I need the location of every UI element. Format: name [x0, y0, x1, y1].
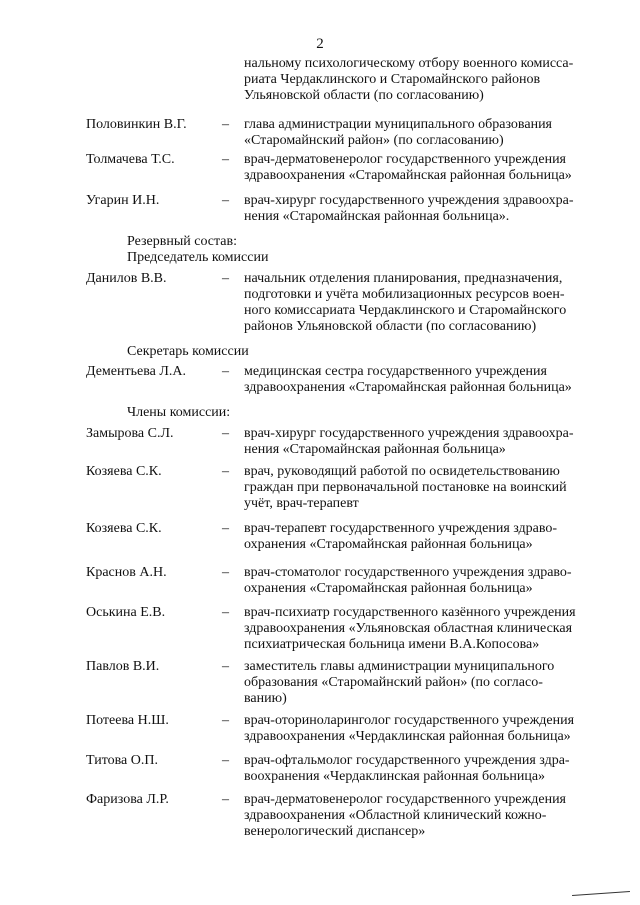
text-line: риата Чердаклинского и Старомайнского районов	[244, 72, 541, 87]
member-role	[244, 659, 612, 707]
member-name: Павлов В.И.	[86, 659, 160, 674]
member-name: Титова О.П.	[86, 753, 158, 768]
text-line: образования «Старомайнский район» (по согласо-	[244, 675, 543, 690]
dash: –	[222, 117, 229, 132]
members-heading: Члены комиссии:	[127, 405, 231, 420]
member-role	[244, 605, 612, 653]
text-line: венерологический диспансер»	[244, 824, 426, 839]
member-role	[244, 565, 612, 597]
member-name: Краснов А.Н.	[86, 565, 167, 580]
member-name: Дементьева Л.А.	[86, 364, 186, 379]
text-line: районов Ульяновской области (по согласованию)	[244, 319, 537, 334]
chairman-heading: Председатель комиссии	[127, 250, 269, 265]
text-line: врач-терапевт государственного учреждения здраво-	[244, 521, 558, 536]
dash: –	[222, 792, 229, 807]
text-line: заместитель главы администрации муниципального	[244, 659, 555, 674]
text-line: ванию)	[244, 691, 287, 706]
text-line: врач-хирург государственного учреждения здравоохра-	[244, 193, 574, 208]
text-line: граждан при первоначальной постановке на воинский	[244, 480, 567, 495]
member-name: Половинкин В.Г.	[86, 117, 187, 132]
text-line: врач-оториноларинголог государственного учреждения	[244, 713, 575, 728]
text-line: медицинская сестра государственного учреждения	[244, 364, 547, 379]
text-line: «Старомайнский район» (по согласованию)	[244, 133, 504, 148]
text-line: врач, руководящий работой по освидетельствованию	[244, 464, 560, 479]
text-line: учёт, врач-терапевт	[244, 496, 359, 511]
dash: –	[222, 521, 229, 536]
dash: –	[222, 271, 229, 286]
dash: –	[222, 426, 229, 441]
text-line: здравоохранения «Ульяновская областная клиническая	[244, 621, 573, 636]
dash: –	[222, 753, 229, 768]
continuation-text	[244, 56, 612, 104]
dash: –	[222, 193, 229, 208]
page-number: 2	[316, 36, 324, 52]
text-line: начальник отделения планирования, предназначения,	[244, 271, 563, 286]
member-role	[244, 152, 612, 184]
text-line: врач-дерматовенеролог государственного учреждения	[244, 792, 566, 807]
text-line: врач-хирург государственного учреждения здравоохра-	[244, 426, 574, 441]
text-line: здравоохранения «Старомайнская районная больница»	[244, 168, 572, 183]
text-line: Ульяновской области (по согласованию)	[244, 88, 484, 103]
member-name: Толмачева Т.С.	[86, 152, 175, 167]
member-name: Замырова С.Л.	[86, 426, 174, 441]
dash: –	[222, 464, 229, 479]
text-line: глава администрации муниципального образования	[244, 117, 552, 132]
member-role	[244, 271, 612, 335]
member-name: Угарин И.Н.	[86, 193, 160, 208]
member-name: Данилов В.В.	[86, 271, 167, 286]
member-role	[244, 792, 612, 840]
dash: –	[222, 565, 229, 580]
text-line: врач-стоматолог государственного учреждения здраво-	[244, 565, 572, 580]
secretary-heading: Секретарь комиссии	[127, 344, 249, 359]
text-line: психиатрическая больница имени В.А.Копосова»	[244, 637, 540, 652]
scan-mark	[572, 891, 630, 896]
text-line: врач-психиатр государственного казённого учреждения	[244, 605, 576, 620]
member-name: Козяева С.К.	[86, 464, 162, 479]
text-line: здравоохранения «Старомайнская районная больница»	[244, 380, 572, 395]
text-line: охранения «Старомайнская районная больница»	[244, 537, 533, 552]
member-name: Козяева С.К.	[86, 521, 162, 536]
text-line: охранения «Старомайнская районная больница»	[244, 581, 533, 596]
member-name: Оськина Е.В.	[86, 605, 166, 620]
text-line: здравоохранения «Чердаклинская районная больница»	[244, 729, 571, 744]
text-line: здравоохранения «Областной клинический кожно-	[244, 808, 547, 823]
member-role	[244, 521, 612, 553]
member-role	[244, 753, 612, 785]
text-line: нения «Старомайнская районная больница».	[244, 209, 510, 224]
reserve-heading: Резервный состав:	[127, 234, 238, 249]
member-name: Фаризова Л.Р.	[86, 792, 169, 807]
dash: –	[222, 659, 229, 674]
member-role	[244, 117, 612, 149]
text-line: ного комиссариата Чердаклинского и Старомайнского	[244, 303, 567, 318]
dash: –	[222, 713, 229, 728]
dash: –	[222, 152, 229, 167]
dash: –	[222, 364, 229, 379]
member-role	[244, 193, 612, 225]
text-line: нальному психологическому отбору военного комисса-	[244, 56, 574, 71]
text-line: воохранения «Чердаклинская районная больница»	[244, 769, 546, 784]
dash: –	[222, 605, 229, 620]
member-role	[244, 426, 612, 458]
member-role	[244, 364, 612, 396]
member-name: Потеева Н.Ш.	[86, 713, 169, 728]
member-role	[244, 464, 612, 512]
text-line: нения «Старомайнская районная больница»	[244, 442, 506, 457]
member-role	[244, 713, 612, 745]
text-line: врач-офтальмолог государственного учреждения здра-	[244, 753, 570, 768]
text-line: врач-дерматовенеролог государственного учреждения	[244, 152, 566, 167]
text-line: подготовки и учёта мобилизационных ресурсов воен-	[244, 287, 565, 302]
